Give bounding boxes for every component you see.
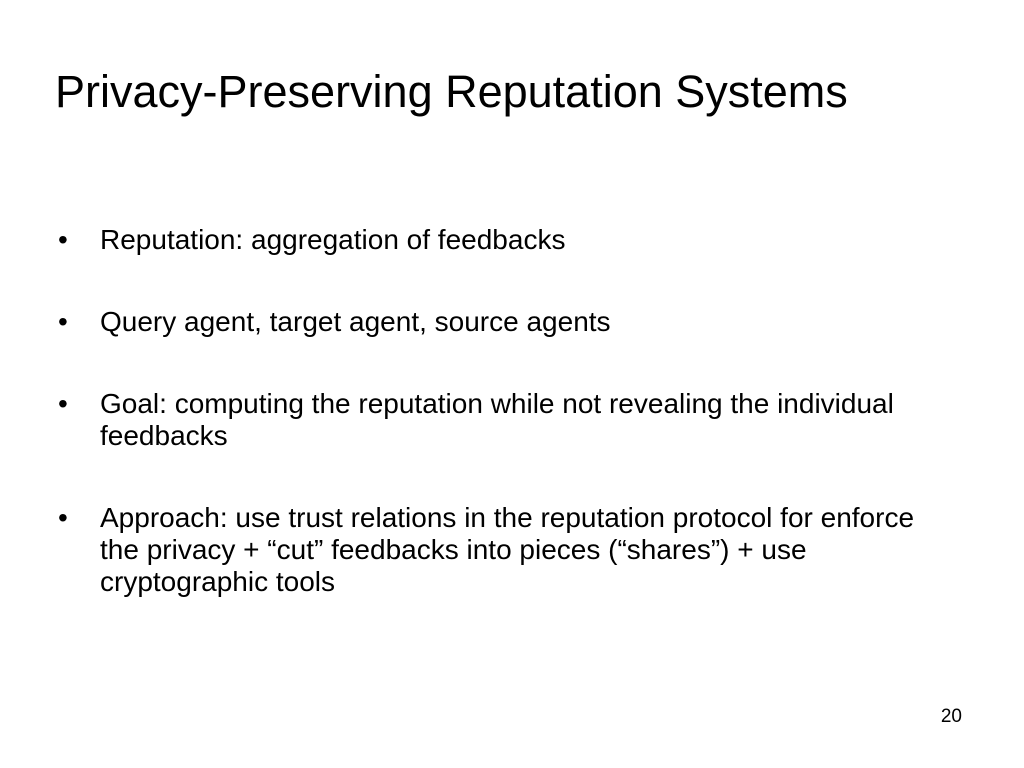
bullet-marker: • [58, 224, 68, 255]
bullet-item [58, 306, 958, 338]
bullet-text: Query agent, target agent, source agents [100, 306, 611, 337]
bullet-marker: • [58, 306, 68, 337]
bullet-text: Reputation: aggregation of feedbacks [100, 224, 566, 255]
bullet-item [58, 388, 958, 452]
bullet-list [58, 224, 958, 648]
bullet-item [58, 502, 958, 598]
slide-title: Privacy-Preserving Reputation Systems [55, 66, 848, 117]
bullet-marker: • [58, 388, 68, 419]
bullet-item [58, 224, 958, 256]
bullet-text: Approach: use trust relations in the reputation protocol for enforce the privacy + “cut” feedbacks into pieces (“shares”) + use cryptographic tools [100, 502, 915, 597]
slide-number: 20 [940, 706, 962, 727]
bullet-marker: • [58, 502, 68, 533]
bullet-text: Goal: computing the reputation while not revealing the individual feedbacks [100, 388, 894, 451]
